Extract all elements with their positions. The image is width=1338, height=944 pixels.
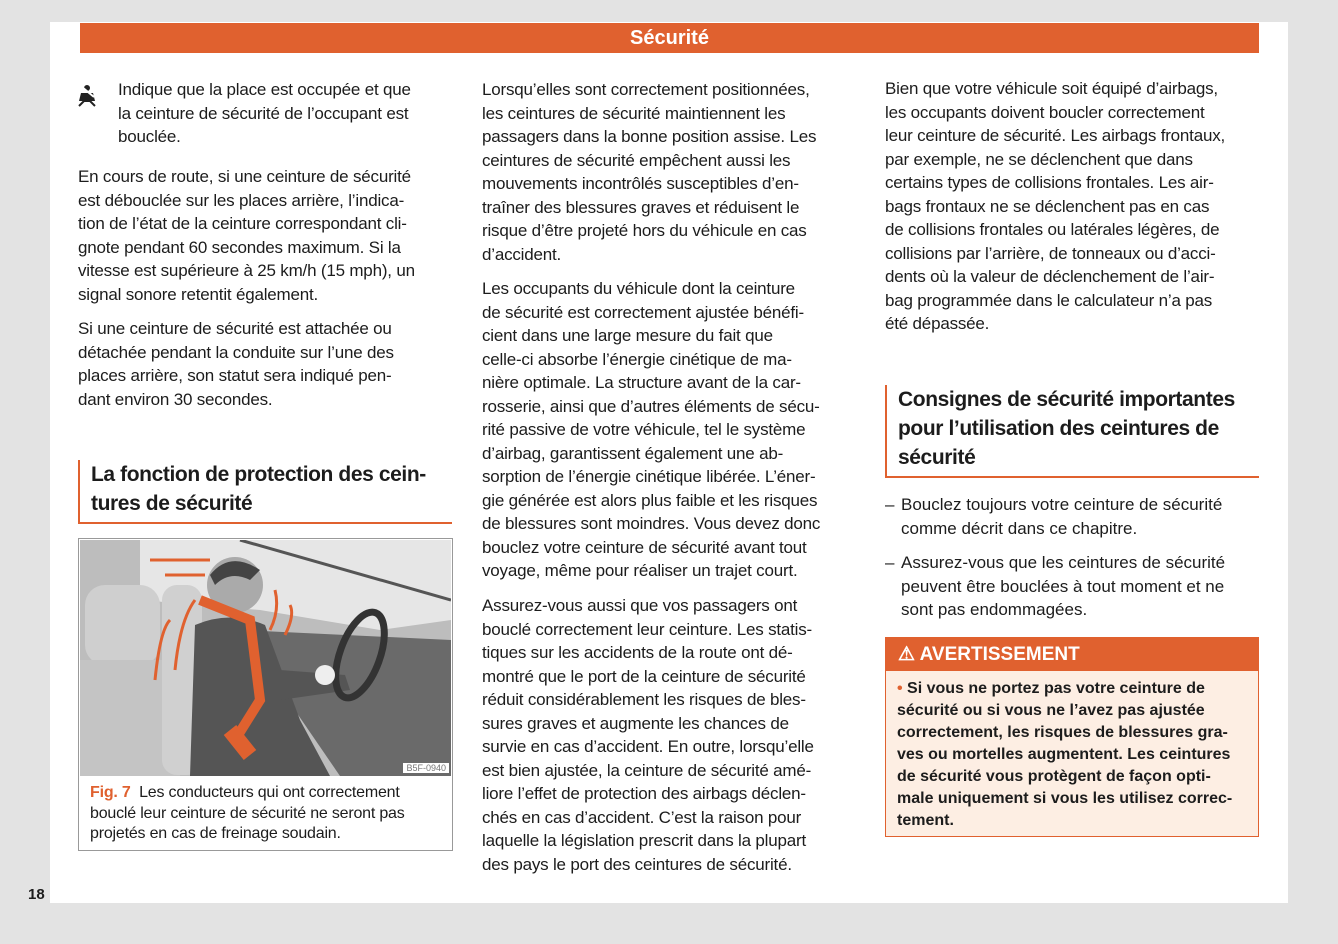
figure-label: Fig. 7 bbox=[90, 784, 131, 801]
warning-triangle-icon: ⚠ bbox=[898, 644, 916, 665]
figure bbox=[78, 538, 453, 851]
paragraph: Si une ceinture de sécurité est attachée ou détachée pendant la conduite sur l’une des places arrière, son statut sera indiqué pen- dant environ 30 secondes. bbox=[78, 319, 394, 409]
section-header: Sécurité bbox=[80, 23, 1259, 53]
section-heading: Consignes de sécurité importantes pour l’utilisation des ceintures de sécurité bbox=[885, 385, 1259, 478]
section-heading: La fonction de protection des cein- tures de sécurité bbox=[78, 460, 452, 524]
list-item: Bouclez toujours votre ceinture de sécurité comme décrit dans ce chapitre. bbox=[901, 495, 1223, 538]
paragraph: Assurez-vous aussi que vos passagers ont bouclé correctement leur ceinture. Les statis- tiques sur les accidents de la route ont dé- montré que le port de la ceinture de sécurité réduit considérablement les risques de bles- sures graves et augmente les chances de survie en cas d’accident. En outre, lorsqu’elle est bien ajustée, la ceinture de sécurité amé- liore l’effet de protection des airbags déclen- chés en cas d’accident. C’est la raison pour laquelle la législation prescrit dans la plupart des pays le port des ceintures de sécurité. bbox=[482, 596, 814, 874]
figure-caption-text: Les conducteurs qui ont correctement bouclé leur ceinture de sécurité ne seront pas projetés en cas de freinage soudain. bbox=[90, 784, 405, 842]
warning-box bbox=[885, 637, 1259, 837]
figure-caption bbox=[90, 783, 405, 845]
paragraph: Les occupants du véhicule dont la ceinture de sécurité est correctement ajustée bénéfi- cient dans une large mesure du fait que celle-ci absorbe l’énergie cinétique de ma- nière optimale. La structure avant de la car- rosserie, ainsi que d’autres éléments de sécu- rité passive de votre véhicule, tel le système d’airbag, garantissent également une ab- sorption de l’énergie cinétique libérée. L’éner- gie générée est alors plus faible et les risques de blessures sont moindres. Vous devez donc bouclez votre ceinture de sécurité avant tout voyage, même pour réaliser un trajet court. bbox=[482, 279, 821, 580]
bullet-mark: – bbox=[885, 553, 895, 572]
warning-text bbox=[897, 678, 1232, 832]
bullet-mark: – bbox=[885, 495, 895, 514]
paragraph: En cours de route, si une ceinture de sécurité est débouclée sur les places arrière, l’indica- tion de l’état de la ceinture correspondant cli- gnote pendant 60 secondes maximum. Si la vitesse est supérieure à 25 km/h (15 mph), un signal sonore retentit également. bbox=[78, 167, 415, 304]
seatbelt-icon bbox=[76, 84, 98, 108]
warning-title: AVERTISSEMENT bbox=[919, 644, 1080, 665]
paragraph: Lorsqu’elles sont correctement positionnées, les ceintures de sécurité maintiennent les passagers dans la bonne position assise. Les ceintures de sécurité empêchent aussi les mouvements incontrôlés susceptibles d’en- traîner des blessures graves et réduisent le risque d’être projeté hors du véhicule en cas d’accident. bbox=[482, 80, 817, 264]
list-item: Assurez-vous que les ceintures de sécurité peuvent être bouclées à tout moment et ne sont pas endommagées. bbox=[901, 553, 1226, 619]
warning-body: Si vous ne portez pas votre ceinture de sécurité ou si vous ne l’avez pas ajustée correctement, les risques de blessures gra- ves ou mortelles augmentent. Les ceintures de sécurité vous protègent de façon opti- male uniquement si vous les utilisez correc- tement. bbox=[897, 680, 1233, 829]
bullet-dot-icon: • bbox=[897, 680, 903, 697]
paragraph: Bien que votre véhicule soit équipé d’airbags, les occupants doivent boucler correctement leur ceinture de sécurité. Les airbags frontaux, par exemple, ne se déclenchent que dans certains types de collisions frontales. Les air- bags frontaux ne se déclenchent pas en cas de collisions frontales ou latérales légères, de collisions par l’arrière, de tonneaux ou d’acci- dents où la valeur de déclenchement de l’air- bag programmée dans le calculateur n’a pas été dépassée. bbox=[885, 79, 1226, 333]
driver-seatbelt-illustration bbox=[80, 540, 451, 776]
page-number: 18 bbox=[28, 886, 45, 903]
icon-description: Indique que la place est occupée et que la ceinture de sécurité de l’occupant est bouclée. bbox=[118, 80, 411, 146]
warning-header bbox=[886, 638, 1258, 671]
figure-code: B5F-0940 bbox=[403, 763, 449, 773]
